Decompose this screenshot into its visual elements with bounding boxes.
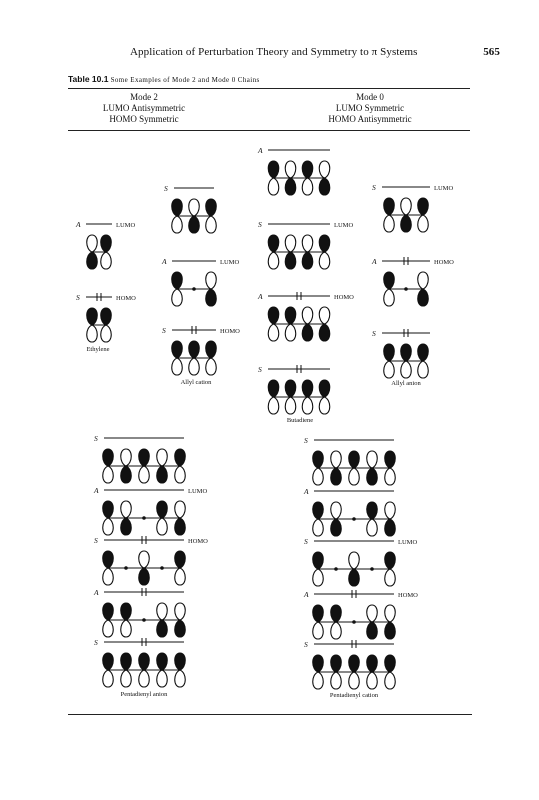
- p-orbital-lower-lobe: [418, 289, 429, 306]
- p-orbital-upper-lobe: [175, 653, 186, 670]
- p-orbital-lower-lobe: [87, 325, 98, 342]
- symmetry-label: S: [258, 220, 262, 229]
- p-orbital-lower-lobe: [157, 518, 168, 535]
- p-orbital-lower-lobe: [139, 466, 150, 483]
- symmetry-label: S: [94, 434, 98, 443]
- symmetry-label: A: [76, 220, 81, 229]
- p-orbital-lower-lobe: [157, 466, 168, 483]
- p-orbital-lower-lobe: [384, 215, 395, 232]
- p-orbital-upper-lobe: [285, 307, 296, 324]
- homo-label: HOMO: [220, 328, 240, 335]
- orbital-level: [382, 257, 430, 306]
- p-orbital-upper-lobe: [206, 272, 217, 289]
- orbital-level: [172, 326, 217, 375]
- symmetry-label: S: [304, 436, 308, 445]
- symmetry-label: S: [258, 365, 262, 374]
- p-orbital-upper-lobe: [302, 235, 313, 252]
- p-orbital-upper-lobe: [331, 605, 342, 622]
- molecule-name: Ethylene: [86, 346, 110, 353]
- symmetry-label: S: [94, 536, 98, 545]
- p-orbital-upper-lobe: [139, 653, 150, 670]
- p-orbital-lower-lobe: [103, 670, 114, 687]
- table-number: Table 10.1: [68, 74, 109, 84]
- p-orbital-upper-lobe: [268, 380, 279, 397]
- p-orbital-upper-lobe: [157, 603, 168, 620]
- molecule-name: Pentadienyl cation: [329, 692, 379, 699]
- p-orbital-lower-lobe: [313, 622, 324, 639]
- p-orbital-lower-lobe: [401, 361, 412, 378]
- p-orbital-lower-lobe: [319, 397, 330, 414]
- p-orbital-upper-lobe: [385, 655, 396, 672]
- p-orbital-upper-lobe: [101, 308, 112, 325]
- symmetry-label: A: [372, 257, 377, 266]
- orbital-level: [313, 590, 396, 639]
- p-orbital-lower-lobe: [319, 252, 330, 269]
- p-orbital-lower-lobe: [172, 289, 183, 306]
- nodal-atom-dot: [142, 516, 146, 520]
- p-orbital-upper-lobe: [268, 307, 279, 324]
- symmetry-label: S: [162, 326, 166, 335]
- p-orbital-lower-lobe: [313, 569, 324, 586]
- p-orbital-upper-lobe: [285, 161, 296, 178]
- p-orbital-lower-lobe: [401, 215, 412, 232]
- p-orbital-lower-lobe: [172, 216, 183, 233]
- orbital-level: [268, 150, 330, 195]
- p-orbital-lower-lobe: [121, 670, 132, 687]
- p-orbital-upper-lobe: [189, 199, 200, 216]
- p-orbital-upper-lobe: [175, 603, 186, 620]
- p-orbital-lower-lobe: [157, 670, 168, 687]
- p-orbital-upper-lobe: [87, 308, 98, 325]
- p-orbital-upper-lobe: [331, 451, 342, 468]
- symmetry-label: S: [76, 293, 80, 302]
- p-orbital-upper-lobe: [401, 198, 412, 215]
- nodal-atom-dot: [370, 567, 374, 571]
- p-orbital-upper-lobe: [401, 344, 412, 361]
- nodal-atom-dot: [142, 618, 146, 622]
- lumo-label: LUMO: [398, 539, 418, 546]
- p-orbital-upper-lobe: [172, 341, 183, 358]
- orbital-level: [268, 365, 330, 414]
- nodal-atom-dot: [192, 287, 196, 291]
- p-orbital-upper-lobe: [121, 653, 132, 670]
- symmetry-label: A: [162, 257, 167, 266]
- right-head-lumo: LUMO Symmetric: [335, 103, 405, 113]
- p-orbital-lower-lobe: [268, 324, 279, 341]
- p-orbital-lower-lobe: [331, 519, 342, 536]
- p-orbital-lower-lobe: [103, 518, 114, 535]
- p-orbital-upper-lobe: [101, 235, 112, 252]
- left-head-lumo: LUMO Antisymmetric: [102, 103, 186, 113]
- orbital-level: [86, 224, 112, 269]
- p-orbital-lower-lobe: [384, 289, 395, 306]
- p-orbital-lower-lobe: [189, 216, 200, 233]
- symmetry-label: S: [304, 640, 308, 649]
- lumo-label: LUMO: [434, 185, 454, 192]
- p-orbital-lower-lobe: [87, 252, 98, 269]
- running-head-title: Application of Perturbation Theory and Symmetry to π Systems: [130, 46, 418, 58]
- orbital-level: [172, 188, 217, 233]
- p-orbital-lower-lobe: [367, 519, 378, 536]
- p-orbital-lower-lobe: [319, 178, 330, 195]
- orbital-level: [103, 638, 186, 687]
- orbital-level: [313, 440, 396, 485]
- nodal-atom-dot: [124, 566, 128, 570]
- p-orbital-lower-lobe: [175, 466, 186, 483]
- p-orbital-upper-lobe: [302, 307, 313, 324]
- lumo-label: LUMO: [188, 488, 208, 495]
- p-orbital-upper-lobe: [367, 451, 378, 468]
- p-orbital-upper-lobe: [385, 605, 396, 622]
- p-orbital-lower-lobe: [268, 252, 279, 269]
- symmetry-label: A: [258, 292, 263, 301]
- p-orbital-upper-lobe: [319, 161, 330, 178]
- p-orbital-upper-lobe: [384, 272, 395, 289]
- p-orbital-upper-lobe: [121, 449, 132, 466]
- p-orbital-lower-lobe: [206, 289, 217, 306]
- table-bottom-rule: [68, 714, 472, 715]
- p-orbital-upper-lobe: [319, 380, 330, 397]
- p-orbital-upper-lobe: [313, 451, 324, 468]
- p-orbital-lower-lobe: [385, 519, 396, 536]
- p-orbital-lower-lobe: [268, 178, 279, 195]
- p-orbital-lower-lobe: [367, 672, 378, 689]
- p-orbital-lower-lobe: [302, 397, 313, 414]
- p-orbital-upper-lobe: [385, 552, 396, 569]
- p-orbital-lower-lobe: [302, 178, 313, 195]
- p-orbital-lower-lobe: [313, 468, 324, 485]
- p-orbital-lower-lobe: [101, 325, 112, 342]
- table-caption-text: Some Examples of Mode 2 and Mode 0 Chains: [110, 76, 260, 84]
- nodal-atom-dot: [352, 620, 356, 624]
- lumo-label: LUMO: [220, 259, 240, 266]
- lumo-label: LUMO: [116, 222, 136, 229]
- molecule-name: Allyl anion: [391, 380, 421, 387]
- p-orbital-upper-lobe: [103, 501, 114, 518]
- p-orbital-lower-lobe: [418, 361, 429, 378]
- orbital-level: [103, 490, 186, 535]
- p-orbital-lower-lobe: [175, 620, 186, 637]
- orbital-level: [86, 293, 112, 342]
- p-orbital-upper-lobe: [367, 605, 378, 622]
- p-orbital-upper-lobe: [285, 380, 296, 397]
- p-orbital-upper-lobe: [385, 502, 396, 519]
- p-orbital-upper-lobe: [331, 655, 342, 672]
- page-number: 565: [483, 46, 500, 58]
- p-orbital-upper-lobe: [349, 655, 360, 672]
- p-orbital-upper-lobe: [367, 655, 378, 672]
- p-orbital-upper-lobe: [121, 501, 132, 518]
- p-orbital-lower-lobe: [331, 468, 342, 485]
- orbital-level: [268, 224, 330, 269]
- p-orbital-upper-lobe: [175, 551, 186, 568]
- symmetry-label: S: [372, 183, 376, 192]
- p-orbital-lower-lobe: [175, 518, 186, 535]
- p-orbital-lower-lobe: [101, 252, 112, 269]
- p-orbital-lower-lobe: [103, 568, 114, 585]
- p-orbital-upper-lobe: [139, 449, 150, 466]
- p-orbital-upper-lobe: [313, 552, 324, 569]
- p-orbital-lower-lobe: [313, 519, 324, 536]
- orbital-level: [103, 536, 186, 585]
- p-orbital-upper-lobe: [313, 655, 324, 672]
- p-orbital-upper-lobe: [349, 451, 360, 468]
- p-orbital-lower-lobe: [385, 468, 396, 485]
- p-orbital-upper-lobe: [313, 502, 324, 519]
- p-orbital-upper-lobe: [157, 449, 168, 466]
- p-orbital-lower-lobe: [385, 569, 396, 586]
- p-orbital-upper-lobe: [175, 449, 186, 466]
- p-orbital-upper-lobe: [157, 653, 168, 670]
- p-orbital-lower-lobe: [418, 215, 429, 232]
- lumo-label: LUMO: [334, 222, 354, 229]
- p-orbital-upper-lobe: [302, 380, 313, 397]
- p-orbital-upper-lobe: [331, 502, 342, 519]
- p-orbital-lower-lobe: [302, 252, 313, 269]
- p-orbital-lower-lobe: [172, 358, 183, 375]
- p-orbital-lower-lobe: [331, 672, 342, 689]
- p-orbital-upper-lobe: [121, 603, 132, 620]
- p-orbital-lower-lobe: [206, 216, 217, 233]
- p-orbital-lower-lobe: [157, 620, 168, 637]
- p-orbital-upper-lobe: [103, 603, 114, 620]
- left-head-mode: Mode 2: [130, 92, 158, 102]
- p-orbital-lower-lobe: [285, 252, 296, 269]
- p-orbital-lower-lobe: [385, 672, 396, 689]
- nodal-atom-dot: [160, 566, 164, 570]
- p-orbital-lower-lobe: [385, 622, 396, 639]
- p-orbital-lower-lobe: [285, 324, 296, 341]
- p-orbital-lower-lobe: [103, 620, 114, 637]
- p-orbital-upper-lobe: [103, 449, 114, 466]
- p-orbital-upper-lobe: [384, 344, 395, 361]
- p-orbital-lower-lobe: [121, 620, 132, 637]
- p-orbital-upper-lobe: [285, 235, 296, 252]
- molecule-name: Butadiene: [286, 417, 314, 424]
- orbital-level: [172, 261, 217, 306]
- orbital-level: [103, 438, 186, 483]
- p-orbital-lower-lobe: [367, 622, 378, 639]
- p-orbital-lower-lobe: [349, 569, 360, 586]
- p-orbital-upper-lobe: [87, 235, 98, 252]
- symmetry-label: A: [258, 146, 263, 155]
- orbital-level: [313, 491, 396, 536]
- nodal-atom-dot: [352, 517, 356, 521]
- p-orbital-upper-lobe: [206, 341, 217, 358]
- p-orbital-upper-lobe: [319, 235, 330, 252]
- p-orbital-upper-lobe: [139, 551, 150, 568]
- orbital-level: [103, 588, 186, 637]
- p-orbital-lower-lobe: [189, 358, 200, 375]
- homo-label: HOMO: [334, 294, 354, 301]
- symmetry-label: S: [164, 184, 168, 193]
- p-orbital-upper-lobe: [172, 272, 183, 289]
- p-orbital-upper-lobe: [157, 501, 168, 518]
- p-orbital-lower-lobe: [367, 468, 378, 485]
- p-orbital-lower-lobe: [384, 361, 395, 378]
- p-orbital-upper-lobe: [418, 198, 429, 215]
- symmetry-label: A: [304, 487, 309, 496]
- p-orbital-upper-lobe: [268, 161, 279, 178]
- p-orbital-lower-lobe: [206, 358, 217, 375]
- p-orbital-upper-lobe: [206, 199, 217, 216]
- p-orbital-lower-lobe: [285, 178, 296, 195]
- p-orbital-lower-lobe: [285, 397, 296, 414]
- p-orbital-upper-lobe: [418, 272, 429, 289]
- p-orbital-upper-lobe: [103, 551, 114, 568]
- p-orbital-lower-lobe: [121, 466, 132, 483]
- p-orbital-upper-lobe: [349, 552, 360, 569]
- orbital-level: [382, 187, 430, 232]
- nodal-atom-dot: [334, 567, 338, 571]
- orbital-level: [313, 541, 396, 586]
- p-orbital-lower-lobe: [313, 672, 324, 689]
- p-orbital-upper-lobe: [172, 199, 183, 216]
- p-orbital-upper-lobe: [103, 653, 114, 670]
- p-orbital-upper-lobe: [268, 235, 279, 252]
- p-orbital-lower-lobe: [121, 518, 132, 535]
- p-orbital-upper-lobe: [418, 344, 429, 361]
- homo-label: HOMO: [116, 295, 136, 302]
- p-orbital-upper-lobe: [319, 307, 330, 324]
- p-orbital-lower-lobe: [331, 622, 342, 639]
- p-orbital-upper-lobe: [367, 502, 378, 519]
- p-orbital-lower-lobe: [268, 397, 279, 414]
- homo-label: HOMO: [398, 592, 418, 599]
- p-orbital-lower-lobe: [175, 568, 186, 585]
- p-orbital-lower-lobe: [349, 672, 360, 689]
- p-orbital-lower-lobe: [103, 466, 114, 483]
- p-orbital-lower-lobe: [175, 670, 186, 687]
- left-head-homo: HOMO Symmetric: [109, 114, 179, 124]
- p-orbital-lower-lobe: [139, 568, 150, 585]
- p-orbital-upper-lobe: [302, 161, 313, 178]
- homo-label: HOMO: [188, 538, 208, 545]
- p-orbital-lower-lobe: [319, 324, 330, 341]
- right-head-mode: Mode 0: [356, 92, 384, 102]
- right-head-homo: HOMO Antisymmetric: [328, 114, 412, 124]
- symmetry-label: A: [304, 590, 309, 599]
- p-orbital-upper-lobe: [385, 451, 396, 468]
- symmetry-label: S: [304, 537, 308, 546]
- homo-label: HOMO: [434, 259, 454, 266]
- orbital-level: [382, 329, 430, 378]
- nodal-atom-dot: [404, 287, 408, 291]
- symmetry-label: A: [94, 486, 99, 495]
- symmetry-label: A: [94, 588, 99, 597]
- molecule-name: Pentadienyl anion: [120, 691, 168, 698]
- molecule-name: Allyl cation: [180, 379, 212, 386]
- p-orbital-lower-lobe: [139, 670, 150, 687]
- p-orbital-lower-lobe: [302, 324, 313, 341]
- symmetry-label: S: [94, 638, 98, 647]
- p-orbital-lower-lobe: [349, 468, 360, 485]
- p-orbital-upper-lobe: [189, 341, 200, 358]
- p-orbital-upper-lobe: [313, 605, 324, 622]
- orbital-level: [268, 292, 330, 341]
- orbital-level: [313, 640, 396, 689]
- p-orbital-upper-lobe: [175, 501, 186, 518]
- symmetry-label: S: [372, 329, 376, 338]
- p-orbital-upper-lobe: [384, 198, 395, 215]
